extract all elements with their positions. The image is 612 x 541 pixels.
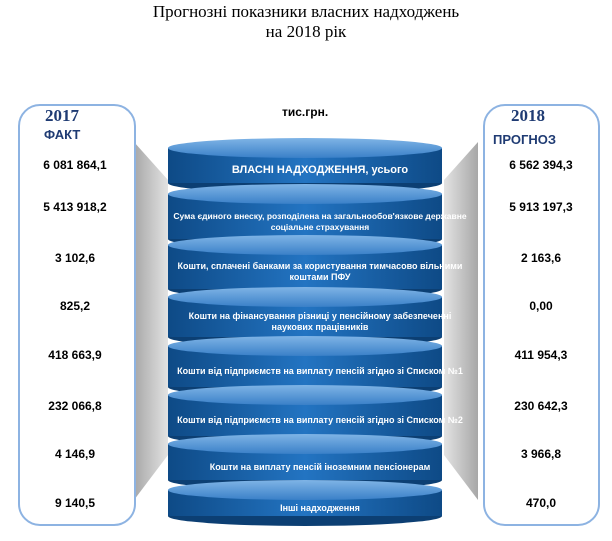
fact-2017-value: 9 140,5 [54,496,96,510]
forecast-2018-value: 6 562 394,3 [509,158,573,172]
fact-label: ФАКТ [44,127,81,142]
disk-label-2: Сума єдиного внеску, розподілена на загальнообов'язкове державне соціальне страхування [173,210,467,232]
fact-2017-value: 4 146,9 [54,447,96,461]
disk-label-3: Кошти, сплачені банками за користування тимчасово вільними коштами ПФУ [177,261,463,282]
forecast-2018-value: 230 642,3 [514,399,568,413]
fact-2017-value: 3 102,6 [54,251,96,265]
fact-2017-value: 5 413 918,2 [43,200,107,214]
unit-label: тис.грн. [282,105,329,119]
forecast-year: 2018 [511,106,545,125]
title-line-2: на 2018 рік [265,22,347,41]
forecast-2018-value: 3 966,8 [520,447,562,461]
fact-2017-value: 232 066,8 [48,399,102,413]
forecast-2018-value: 2 163,6 [520,251,562,265]
title-line-1: Прогнозні показники власних надходжень [152,2,460,21]
fact-2017-value: 825,2 [59,299,91,313]
fact-year: 2017 [45,106,79,125]
forecast-2018-value: 0,00 [529,299,553,313]
fact-2017-value: 418 663,9 [48,348,102,362]
disk-label-5: Кошти від підприємств на виплату пенсій згідно зі Списком №1 [177,366,463,376]
left-connector [134,142,168,500]
forecast-2018-value: 5 913 197,3 [509,200,573,214]
disk-label-1: ВЛАСНІ НАДХОДЖЕННЯ, усього [231,164,409,176]
disk-label-6: Кошти від підприємств на виплату пенсій згідно зі Списком №2 [177,415,463,425]
fact-2017-value: 6 081 864,1 [43,158,107,172]
forecast-2018-value: 470,0 [525,496,557,510]
forecast-2018-value: 411 954,3 [514,348,568,362]
disk-label-7: Кошти на виплату пенсій іноземним пенсіонерам [209,461,431,472]
forecast-label: ПРОГНОЗ [493,132,556,147]
disk-label-4: Кошти на фінансування різниці у пенсійному забезпеченні наукових працівників [188,311,452,332]
disk-label-8: Інші надходження [280,502,360,513]
